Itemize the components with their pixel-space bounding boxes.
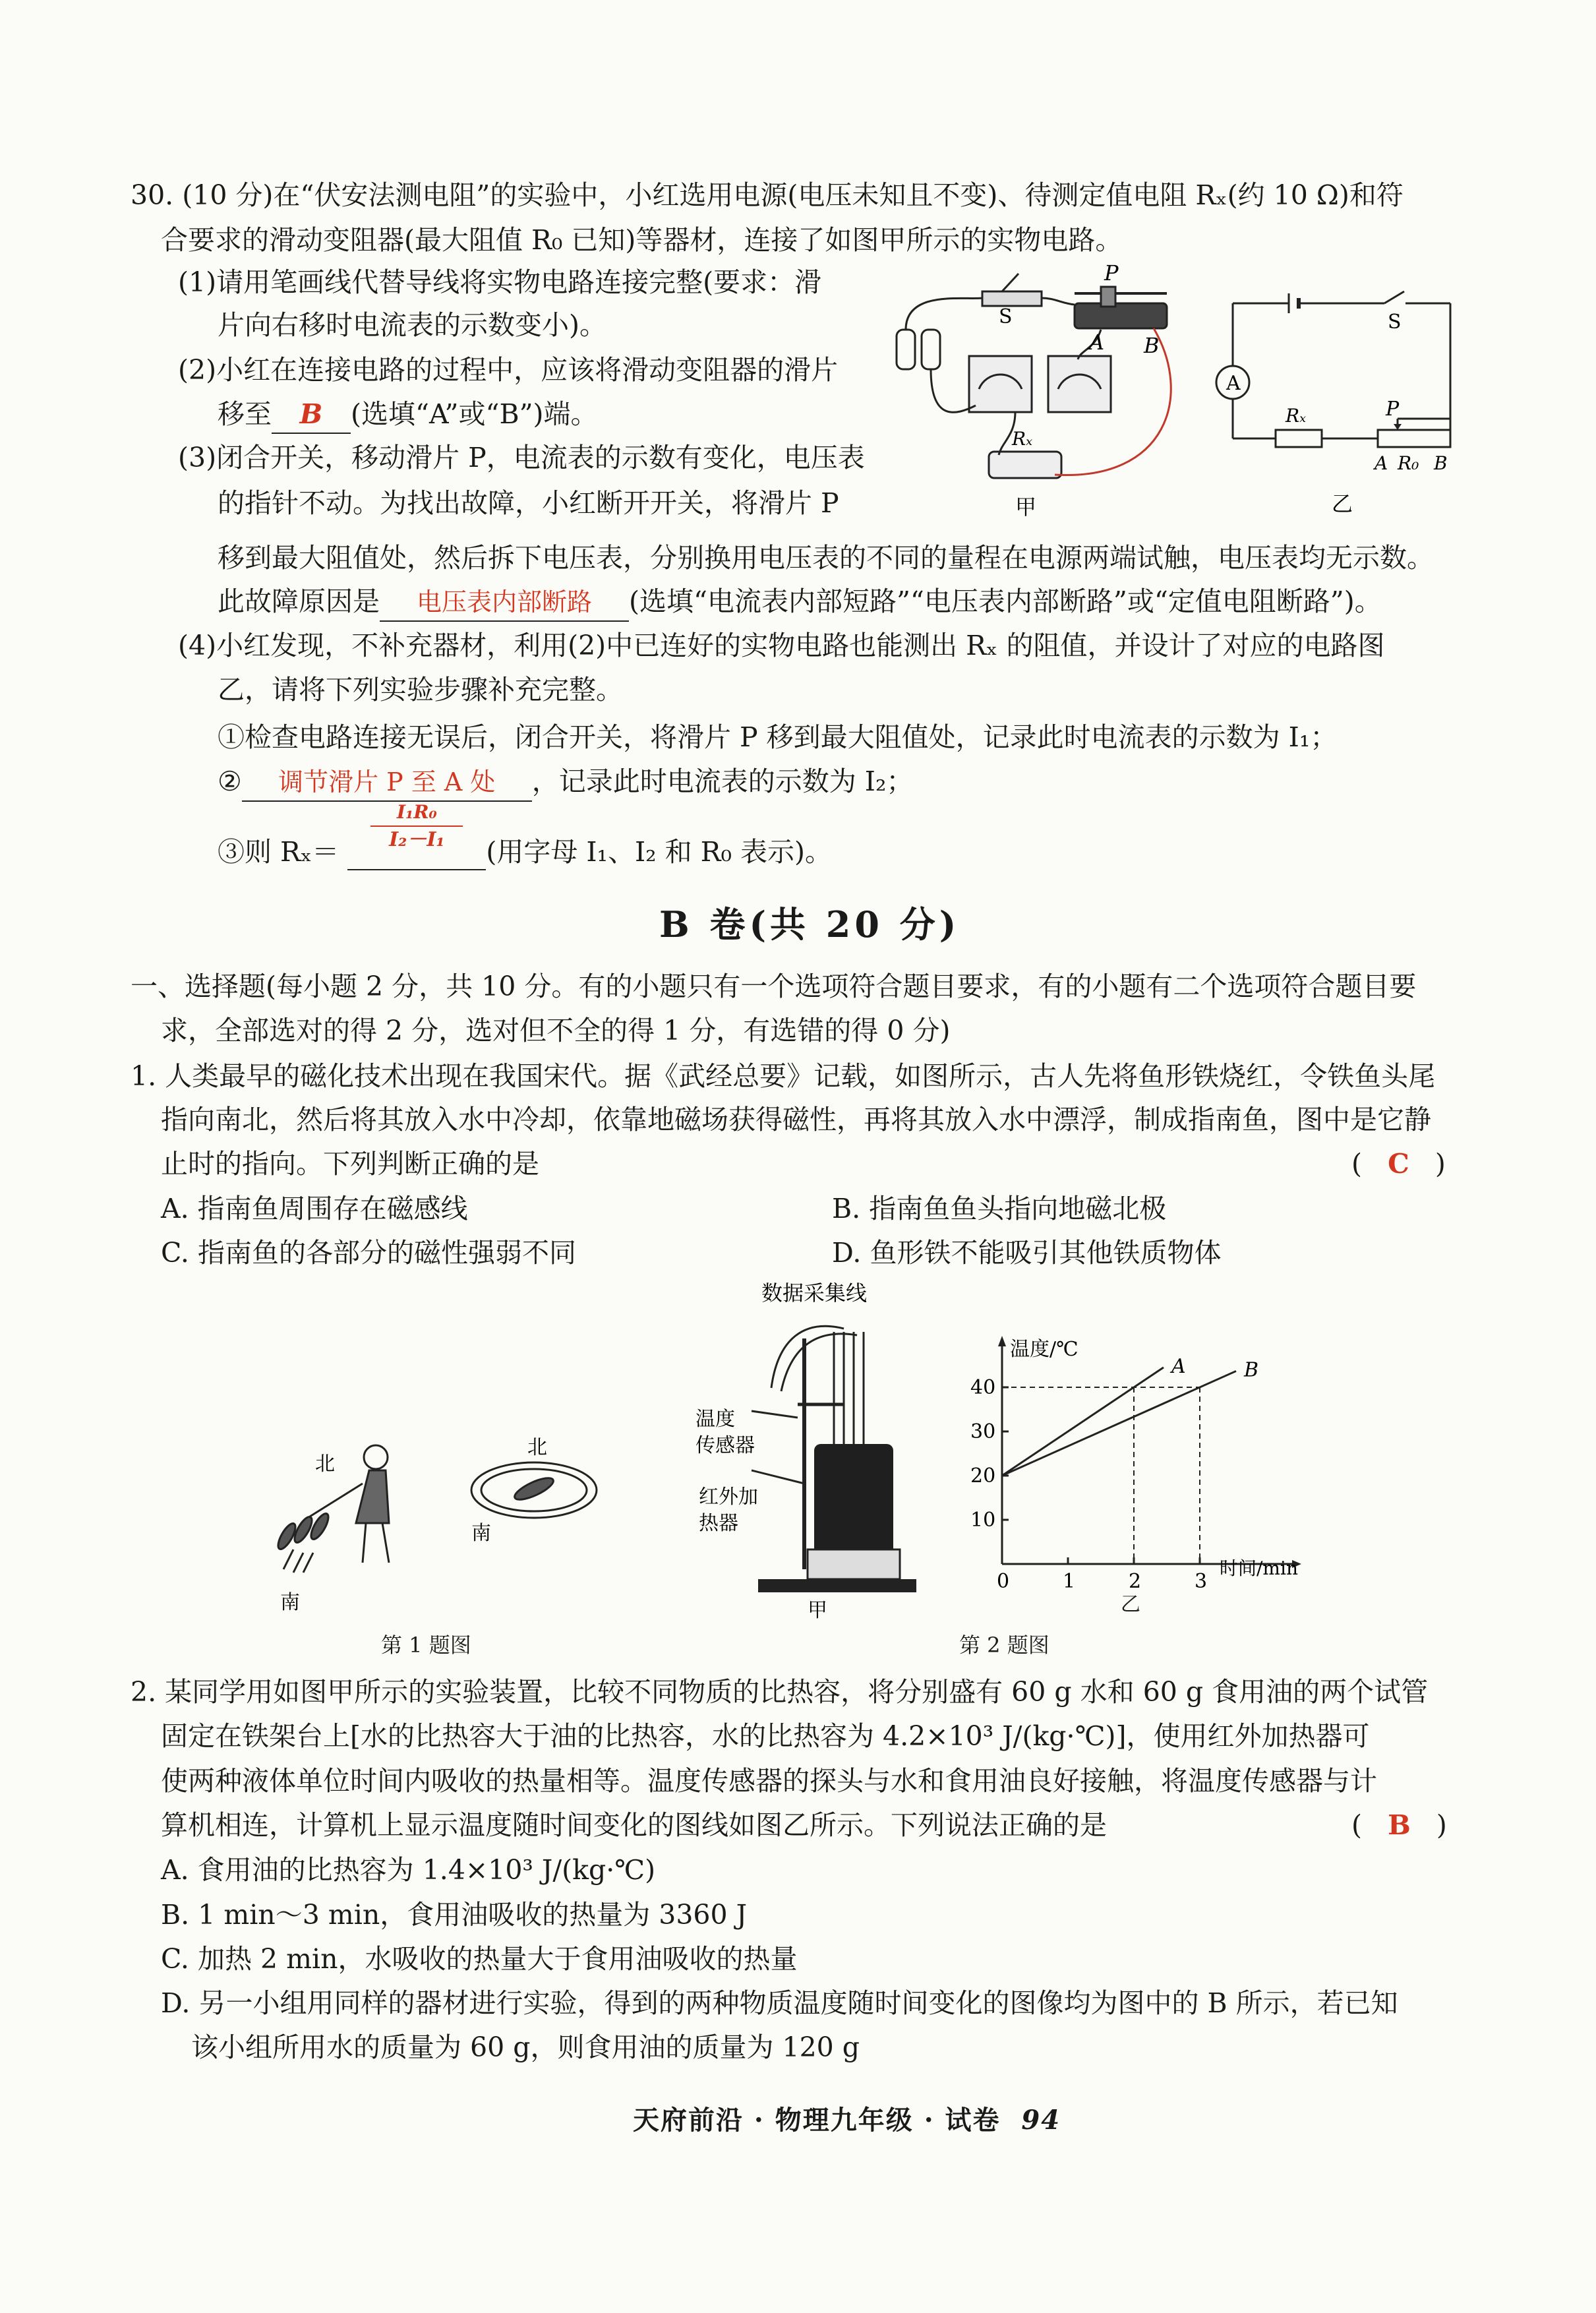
q30-part4-line1: (4)小红发现，不补充器材，利用(2)中已连好的实物电路也能测出 Rₓ 的阻值，并设计了对应的电路图: [178, 630, 1385, 661]
ammeter-label: A: [1226, 372, 1241, 395]
label-b: B: [1144, 333, 1160, 358]
q30-part3-prefix: 此故障原因是: [218, 586, 380, 617]
heater-cylinder: [814, 1444, 893, 1556]
q2-line2: 固定在铁架台上[水的比热容大于油的比热容，水的比热容为 4.2×10³ J/(kg·℃)]，使用红外加热器可: [161, 1720, 1370, 1752]
q1-option-c: C. 指南鱼的各部分的磁性强弱不同: [161, 1237, 576, 1269]
q30-figure-yi: [1213, 290, 1477, 521]
q30-part3-answer: 电压表内部断路: [416, 587, 592, 616]
x-tick-label-1: 1: [1063, 1570, 1076, 1593]
wire-2: [1042, 298, 1075, 305]
label-r0-yi: R₀: [1398, 452, 1419, 474]
series-label-A: A: [1171, 1354, 1186, 1378]
q1-option-a: A. 指南鱼周围存在磁感线: [161, 1193, 468, 1224]
series-label-B: B: [1244, 1358, 1259, 1382]
q2-line1: 2. 某同学用如图甲所示的实验装置，比较不同物质的比热容，将分别盛有 60 g 水和 60 g 食用油的两个试管: [131, 1676, 1429, 1708]
label-rx-yi: Rₓ: [1286, 405, 1307, 427]
ground-line-3: [303, 1553, 313, 1573]
rheostat-coil: [1075, 303, 1167, 328]
y-tick-label-10: 10: [970, 1509, 996, 1532]
person-leg-right: [382, 1523, 389, 1563]
q30-part2-suffix: (选填“A”或“B”)端。: [351, 398, 598, 430]
q1-line2: 指向南北，然后将其放入水中冷却，依靠地磁场获得磁性，再将其放入水中漂浮，制成指南鱼，图中是它静: [161, 1104, 1431, 1135]
q30-part3-line2: 的指针不动。为找出故障，小红断开开关，将滑片 P: [218, 487, 839, 519]
caption-jia: 甲: [1015, 495, 1037, 520]
q30-step3-suffix: (用字母 I₁、I₂ 和 R₀ 表示)。: [486, 836, 833, 868]
q30-part3-blank: [380, 583, 629, 622]
sensor-pointer: [752, 1411, 798, 1418]
ammeter-box: [969, 356, 1032, 412]
switch-blade: [1384, 291, 1404, 303]
q2-option-c: C. 加热 2 min，水吸收的热量大于食用油吸收的热量: [161, 1943, 798, 1975]
q1-option-b: B. 指南鱼鱼头指向地磁北极: [832, 1193, 1167, 1224]
q30-part4-line2: 乙，请将下列实验步骤补充完整。: [218, 674, 623, 706]
q2-option-d-line2: 该小组所用水的质量为 60 g，则食用油的质量为 120 g: [191, 2031, 860, 2063]
q2-option-b: B. 1 min～3 min，食用油吸收的热量为 3360 J: [161, 1899, 748, 1931]
q1-line1: 1. 人类最早的磁化技术出现在我国宋代。据《武经总要》记载，如图所示，古人先将鱼形铁烧红，令铁鱼头尾: [131, 1060, 1436, 1092]
q2-option-d-line1: D. 另一小组用同样的器材进行实验，得到的两种物质温度随时间变化的图像均为图中的 B 所示，若已知: [161, 1987, 1398, 2019]
y-tick-label-40: 40: [970, 1376, 996, 1399]
ground-line-1: [283, 1549, 293, 1569]
switch-base: [982, 291, 1042, 306]
person-leg-left: [363, 1523, 366, 1563]
cable-label: 数据采集线: [761, 1280, 868, 1306]
page-footer: [633, 2099, 1061, 2137]
series-line-A: [1002, 1367, 1164, 1476]
q2-answer-paren: ( B ): [1351, 1809, 1447, 1841]
caption-yi-2: 乙: [1121, 1593, 1140, 1616]
q30-part3-line4: [218, 583, 1382, 622]
south-label-ground: 南: [280, 1591, 300, 1614]
q30-part2-answer: B: [299, 398, 323, 430]
wire-1: [906, 298, 982, 330]
y-tick-label-20: 20: [970, 1464, 996, 1487]
q30-step2-prefix: ②: [218, 766, 242, 797]
q30-part3-line3: 移到最大阻值处，然后拆下电压表，分别换用电压表的不同的量程在电源两端试触，电压表均无示数。: [218, 542, 1434, 574]
slider-wire: [1398, 409, 1450, 419]
q30-line2: 合要求的滑动变阻器(最大阻值 R₀ 已知)等器材，连接了如图甲所示的实物电路。: [161, 224, 1123, 256]
person-body: [356, 1470, 389, 1523]
label-a-yi: A: [1374, 452, 1388, 474]
q30-part3-line1: (3)闭合开关，移动滑片 P，电流表的示数有变化，电压表: [178, 442, 865, 473]
q30-part2-prefix: 移至: [218, 398, 272, 430]
label-p: P: [1104, 260, 1119, 285]
person-head: [364, 1445, 388, 1469]
north-label-bowl: 北: [527, 1436, 547, 1459]
resistor-rx: [989, 452, 1061, 478]
floating-fish: [512, 1474, 556, 1503]
q1-line3: 止时的指向。下列判断正确的是: [161, 1148, 539, 1180]
q30-step3: [218, 801, 833, 870]
section-b-title: B 卷(共 20 分): [659, 903, 961, 946]
section-b-intro2: 求，全部选对的得 2 分，选对但不全的得 1 分，有选错的得 0 分): [161, 1015, 951, 1046]
q30-step2: [218, 763, 913, 802]
sensor-label-1: 温度: [695, 1408, 735, 1431]
caption-yi: 乙: [1332, 491, 1353, 516]
y-axis-arrow: [998, 1336, 1006, 1346]
y-axis-label: 温度/℃: [1010, 1338, 1079, 1361]
q2-option-a: A. 食用油的比热容为 1.4×10³ J/(kg·℃): [161, 1854, 656, 1886]
q30-part2-line2: [218, 396, 598, 434]
q30-part2-line1: (2)小红在连接电路的过程中，应该将滑动变阻器的滑片: [178, 354, 839, 386]
q30-part2-blank: [272, 396, 351, 434]
q30-line1: 30. (10 分)在“伏安法测电阻”的实验中，小红选用电源(电压未知且不变)、待测定值电阻 Rₓ(约 10 Ω)和符: [131, 179, 1404, 211]
q30-figure-jia: [883, 260, 1187, 521]
q1-figure: [257, 1431, 626, 1622]
series-line-B: [1002, 1371, 1236, 1476]
ground-line-2: [293, 1553, 303, 1573]
x-axis-label: 时间/min: [1220, 1557, 1298, 1579]
person-arm: [310, 1484, 363, 1517]
q30-part3-suffix: (选填“电流表内部短路”“电压表内部断路”或“定值电阻断路”)。: [629, 586, 1382, 617]
q30-step1: ①检查电路连接无误后，闭合开关，将滑片 P 移到最大阻值处，记录此时电流表的示数为 I₁；: [218, 721, 1338, 753]
q2-chart: [949, 1332, 1345, 1609]
x-tick-label-0: 0: [997, 1570, 1010, 1593]
q2-figure-jia: [686, 1279, 930, 1622]
switch-lever: [1002, 274, 1019, 291]
q30-step3-numerator: I₁R₀: [396, 801, 437, 823]
heater-label-2: 热器: [699, 1512, 738, 1535]
q2-answer: B: [1388, 1809, 1411, 1841]
q1-answer-paren: ( C ): [1351, 1148, 1446, 1180]
q1-answer: C: [1388, 1148, 1409, 1180]
label-p-yi: P: [1386, 398, 1400, 421]
battery-cell-1: [897, 330, 915, 369]
heater-pointer: [752, 1470, 804, 1484]
q30-step3-fraction-bar: [370, 826, 463, 827]
label-s-yi: S: [1388, 311, 1402, 334]
caption-jia-2: 甲: [808, 1599, 827, 1622]
label-s: S: [999, 305, 1013, 328]
battery-cell-2: [922, 330, 940, 369]
q1-option-d: D. 鱼形铁不能吸引其他铁质物体: [832, 1237, 1222, 1269]
q30-part1-line2: 片向右移时电流表的示数变小)。: [218, 309, 606, 341]
label-rx: Rₓ: [1012, 428, 1033, 450]
q2-figure-caption: 第 2 题图: [959, 1633, 1049, 1658]
q2-line3: 使两种液体单位时间内吸收的热量相等。温度传感器的探头与水和食用油良好接触，将温度传感器与计: [161, 1765, 1377, 1797]
rheostat-slider: [1101, 287, 1115, 307]
stand-base: [758, 1579, 916, 1592]
heater-label-1: 红外加: [699, 1486, 758, 1509]
sensor-label-2: 传感器: [695, 1434, 755, 1457]
r0-symbol: [1378, 430, 1450, 447]
label-b-yi: B: [1434, 452, 1448, 474]
footer-text: 天府前沿 · 物理九年级 · 试卷: [633, 2105, 1001, 2136]
north-label-ground: 北: [315, 1453, 335, 1476]
label-a: A: [1089, 330, 1105, 355]
section-b-intro1: 一、选择题(每小题 2 分，共 10 分。有的小题只有一个选项符合题目要求，有的小题有二个选项符合题目要: [131, 971, 1417, 1002]
page-number: 94: [1021, 2105, 1061, 2136]
q1-figure-caption: 第 1 题图: [381, 1633, 471, 1658]
south-label-bowl: 南: [471, 1522, 491, 1545]
q2-line4: 算机相连，计算机上显示温度随时间变化的图线如图乙所示。下列说法正确的是: [161, 1809, 1107, 1841]
x-tick-label-3: 3: [1195, 1570, 1208, 1593]
y-tick-label-30: 30: [970, 1420, 996, 1443]
q30-step2-answer: 调节滑片 P 至 A 处: [278, 767, 496, 796]
q30-step3-blank: [347, 801, 486, 870]
x-tick-label-2: 2: [1129, 1570, 1142, 1593]
q30-step2-blank: [242, 763, 532, 802]
heater-base: [808, 1549, 900, 1579]
rx-symbol: [1276, 430, 1322, 447]
q30-step3-prefix: ③则 Rₓ＝: [218, 836, 340, 868]
q30-step2-suffix: ，记录此时电流表的示数为 I₂；: [531, 766, 914, 797]
voltmeter-box: [1048, 356, 1111, 412]
q30-part1-line1: (1)请用笔画线代替导线将实物电路连接完整(要求：滑: [178, 266, 822, 298]
q30-step3-denominator: I₂－I₁: [389, 828, 445, 851]
data-cable-2: [781, 1334, 857, 1391]
